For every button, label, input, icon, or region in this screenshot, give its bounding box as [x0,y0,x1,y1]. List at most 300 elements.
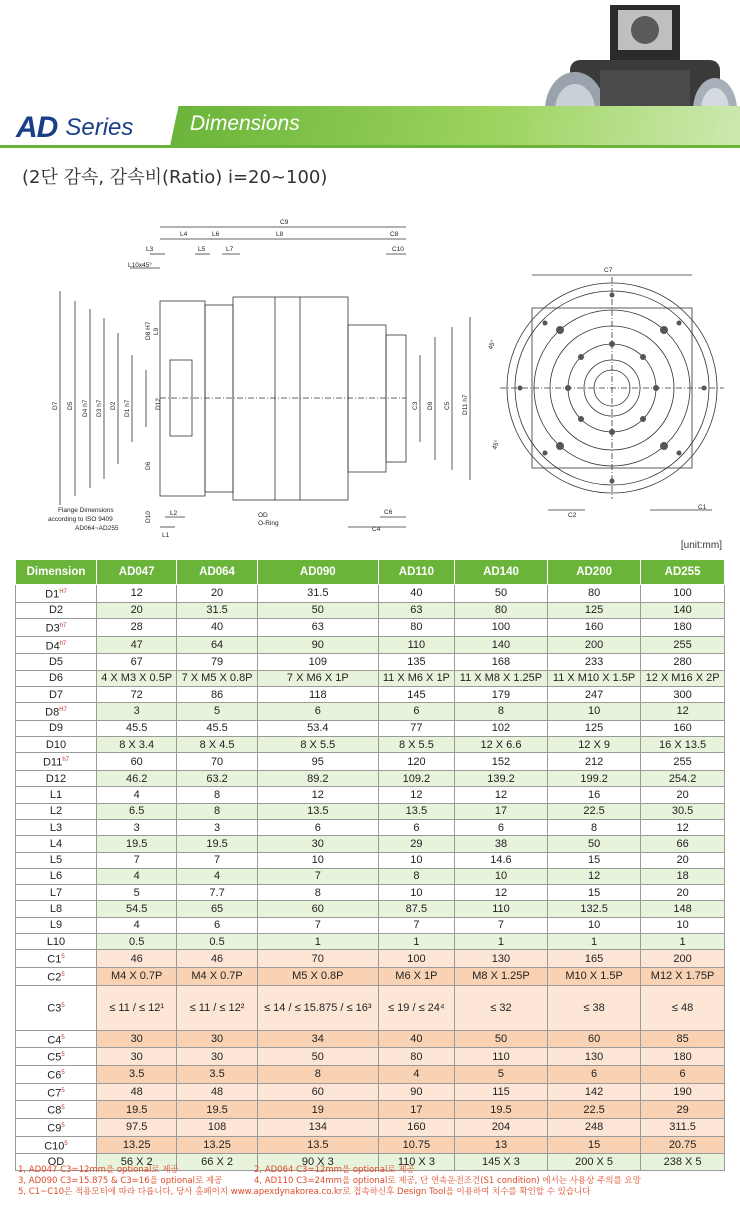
row-label [16,819,97,835]
table-cell: 7 [257,868,378,884]
table-cell: 148 [641,901,725,917]
table-cell: 97.5 [97,1118,177,1136]
table-cell: 4 [378,1065,454,1083]
table-cell: 5 [97,885,177,901]
row-label-text: C10 [44,1140,65,1153]
table-cell: 50 [257,1048,378,1066]
row-label-text: D12 [45,772,67,785]
row-label [16,585,97,603]
table-cell: 3.5 [177,1065,257,1083]
table-cell: 238 X 5 [641,1154,725,1170]
table-cell: 86 [177,686,257,702]
table-cell: 10 [257,852,378,868]
row-label-superscript: h7 [62,757,70,764]
table-cell: 0.5 [97,934,177,950]
table-cell: 3 [177,819,257,835]
dim-c7-label: C7 [604,267,613,274]
table-cell: 10 [378,885,454,901]
table-cell: 48 [97,1083,177,1101]
table-cell: 110 [378,636,454,654]
dim-c10-label: C10 [392,246,404,253]
table-cell: 29 [641,1101,725,1119]
table-cell: 115 [454,1083,547,1101]
column-header: AD090 [257,560,378,585]
table-row [16,737,725,753]
table-cell: 31.5 [257,585,378,603]
table-cell: 90 [257,636,378,654]
row-label-text: C9 [47,1122,62,1135]
table-cell: 47 [97,636,177,654]
table-cell: 300 [641,686,725,702]
table-cell: 95 [257,753,378,771]
table-cell: 12 [454,885,547,901]
column-header: AD110 [378,560,454,585]
row-label-superscript: h7 [59,640,67,647]
table-cell: 19 [257,1101,378,1119]
table-cell: 66 X 2 [177,1154,257,1170]
table-cell: 4 [97,868,177,884]
table-cell: 311.5 [641,1118,725,1136]
table-cell: 4 X M3 X 0.5P [97,670,177,686]
table-cell: 50 [257,602,378,618]
dim-c8-label: C8 [390,231,399,238]
row-label-text: D7 [48,688,64,701]
series-label: Series [65,114,134,141]
row-label-superscript: H7 [59,589,67,595]
table-cell: 56 X 2 [97,1154,177,1170]
table-cell: 10 [378,852,454,868]
table-cell: 190 [641,1083,725,1101]
row-label-text: L1 [49,789,63,801]
table-cell: 10 [641,917,725,933]
row-label [16,636,97,654]
table-cell: 20 [641,885,725,901]
row-label [16,852,97,868]
table-cell: 6 [257,703,378,721]
table-cell: 13.5 [257,1136,378,1154]
table-cell: 19.5 [454,1101,547,1119]
row-label-superscript: 5 [61,1034,65,1041]
table-cell: 7 [257,917,378,933]
table-cell: 6 [257,819,378,835]
dim-c9-label: C9 [280,219,289,226]
row-label [16,967,97,985]
table-cell: 12 X 9 [548,737,641,753]
table-cell: 109.2 [378,771,454,787]
table-cell: 64 [177,636,257,654]
table-cell: 100 [378,950,454,968]
dim-c1-label: C1 [698,504,707,511]
table-cell: 20.75 [641,1136,725,1154]
table-cell: 12 [641,703,725,721]
table-cell: 1 [548,934,641,950]
table-cell: 12 [97,585,177,603]
table-cell: ≤ 38 [548,985,641,1030]
table-cell: 110 X 3 [378,1154,454,1170]
footnote-1: 1, AD047 C3=12mm을 optional로 제공 [18,1165,179,1175]
table-cell: 50 [454,1030,547,1048]
table-cell: 50 [454,585,547,603]
table-cell: 160 [378,1118,454,1136]
table-cell: 6 [641,1065,725,1083]
table-cell: 19.5 [97,836,177,852]
table-row [16,670,725,686]
header-divider [0,145,740,148]
dim-d4-label: D4 h7 [82,399,89,417]
dim-d7-label: D7 [52,401,59,410]
table-cell: 12 [548,868,641,884]
section-title: Dimensions [190,112,300,135]
table-row [16,803,725,819]
table-cell: 22.5 [548,1101,641,1119]
table-row [16,618,725,636]
row-label-text: D11 [42,757,63,770]
table-row [16,1065,725,1083]
table-cell: 18 [641,868,725,884]
table-cell: 7.7 [177,885,257,901]
table-cell: 118 [257,686,378,702]
table-cell: 130 [454,950,547,968]
dim-l5-label: L5 [198,246,206,253]
row-label-text: C3 [47,1002,62,1015]
flange-note-line3: AD064~AD255 [75,525,119,532]
unit-label: [unit:mm] [680,540,722,551]
table-cell: 255 [641,636,725,654]
table-cell: 100 [641,585,725,603]
table-cell: 6 [177,917,257,933]
dim-d9-label: D9 [427,401,434,410]
table-row [16,602,725,618]
row-label [16,950,97,968]
column-header: AD047 [97,560,177,585]
row-label-text: L6 [49,870,63,883]
table-cell: 8 X 4.5 [177,737,257,753]
table-cell: ≤ 14 / ≤ 15.875 / ≤ 16³ [257,985,378,1030]
row-label [16,703,97,721]
dim-l2-label: L2 [170,510,178,517]
table-cell: 79 [177,654,257,670]
table-cell: 50 [548,836,641,852]
table-cell: 152 [454,753,547,771]
table-row [16,753,725,771]
row-label [16,1030,97,1048]
table-cell: 135 [378,654,454,670]
table-cell: 80 [378,618,454,636]
table-cell: 8 X 5.5 [378,737,454,753]
table-cell: 1 [378,934,454,950]
table-cell: 233 [548,654,641,670]
row-label-text: L4 [49,837,63,850]
row-label-text: D5 [48,655,64,668]
table-cell: 125 [548,720,641,736]
dim-d10-label: D10 [145,511,152,523]
dim-d12-label: D12 [155,398,162,410]
row-label-text: D1 [45,588,60,601]
table-cell: 13.25 [177,1136,257,1154]
row-label-text: L3 [49,821,63,834]
table-cell: 90 [378,1083,454,1101]
table-cell: 6 [378,819,454,835]
row-label-text: C2 [47,971,62,984]
row-label [16,1048,97,1066]
row-label [16,787,97,803]
dim-l1-label: L1 [162,532,170,539]
table-cell: 160 [548,618,641,636]
table-cell: 5 [454,1065,547,1083]
row-label-superscript: H7 [59,707,67,714]
table-cell: 19.5 [177,836,257,852]
dim-c3-label: C3 [412,401,419,410]
table-cell: ≤ 19 / ≤ 24⁴ [378,985,454,1030]
table-cell: 63 [378,602,454,618]
table-cell: 29 [378,836,454,852]
table-row [16,868,725,884]
table-cell: 67 [97,654,177,670]
table-cell: 7 [97,852,177,868]
dimensions-table [15,559,725,1171]
table-cell: 125 [548,602,641,618]
row-label [16,1118,97,1136]
table-header-row [16,560,725,585]
column-header: Dimension [16,560,97,585]
table-cell: M8 X 1.25P [454,967,547,985]
table-cell: 19.5 [177,1101,257,1119]
row-label-superscript: 5 [61,1069,65,1076]
row-label-text: L5 [49,854,63,867]
row-label [16,868,97,884]
table-cell: 80 [454,602,547,618]
row-label [16,836,97,852]
row-label-text: C6 [47,1069,62,1082]
table-row [16,771,725,787]
table-cell: 200 X 5 [548,1154,641,1170]
table-cell: 13.25 [97,1136,177,1154]
row-label-text: C1 [47,953,62,966]
table-cell: ≤ 11 / ≤ 12² [177,985,257,1030]
row-label-superscript: 5 [61,1052,65,1059]
dim-c4-label: C4 [372,526,381,533]
table-cell: M4 X 0.7P [177,967,257,985]
row-label-superscript: 5 [61,954,65,961]
dim-l9-label: L9 [153,327,160,335]
row-label-text: L9 [49,919,63,932]
column-header: AD064 [177,560,257,585]
row-label-text: D8 [45,706,60,719]
table-cell: 66 [641,836,725,852]
table-cell: 3 [97,703,177,721]
technical-drawing [0,205,740,540]
table-cell: 6 [454,819,547,835]
table-row [16,1118,725,1136]
flange-note-line1: Flange Dimensions [58,507,114,514]
table-row [16,585,725,603]
table-cell: 60 [548,1030,641,1048]
table-cell: 87.5 [378,901,454,917]
row-label-superscript: 5 [61,971,65,978]
table-cell: 34 [257,1030,378,1048]
row-label [16,686,97,702]
table-cell: 8 [177,787,257,803]
table-cell: 1 [641,934,725,950]
row-label [16,720,97,736]
table-cell: 30.5 [641,803,725,819]
table-cell: 12 [378,787,454,803]
table-cell: 145 [378,686,454,702]
dim-d1-label: D1 h7 [124,399,131,417]
table-row [16,1048,725,1066]
table-row [16,787,725,803]
table-cell: 14.6 [454,852,547,868]
table-cell: 63.2 [177,771,257,787]
table-cell: 70 [177,753,257,771]
table-cell: 30 [257,836,378,852]
table-cell: 10 [548,703,641,721]
table-cell: M10 X 1.5P [548,967,641,985]
row-label-text: D2 [48,604,64,617]
table-cell: 13 [454,1136,547,1154]
row-label [16,618,97,636]
footnote-4: 4, AD110 C3=24mm을 optional로 제공, 단 연속운전조건(S1 condition) 에서는 사용상 주의를 요망 [254,1176,641,1186]
table-cell: 20 [97,602,177,618]
table-cell: 130 [548,1048,641,1066]
row-label-superscript: 5 [61,1003,65,1010]
table-row [16,901,725,917]
table-cell: 40 [378,585,454,603]
dim-l3-label: L3 [146,246,154,253]
table-cell: 20 [641,852,725,868]
table-cell: 165 [548,950,641,968]
table-cell: 12 [641,819,725,835]
table-cell: 1 [454,934,547,950]
table-cell: 8 [378,868,454,884]
row-label [16,753,97,771]
table-cell: 8 X 5.5 [257,737,378,753]
table-cell: 60 [257,1083,378,1101]
table-cell: 254.2 [641,771,725,787]
table-cell: 6 [548,1065,641,1083]
row-label [16,803,97,819]
row-label [16,901,97,917]
footnotes [18,1165,738,1198]
table-cell: 255 [641,753,725,771]
row-label-superscript: h7 [59,622,67,629]
table-cell: 247 [548,686,641,702]
page-header [0,0,740,160]
table-cell: M12 X 1.75P [641,967,725,985]
table-cell: 40 [177,618,257,636]
table-row [16,934,725,950]
table-cell: 90 X 3 [257,1154,378,1170]
table-cell: 13.5 [378,803,454,819]
table-cell: 38 [454,836,547,852]
dim-d6-label: D6 [145,461,152,470]
table-row [16,985,725,1030]
table-cell: 10 [548,917,641,933]
table-cell: 22.5 [548,803,641,819]
row-label [16,1083,97,1101]
table-cell: 4 [97,787,177,803]
table-row [16,703,725,721]
table-cell: M6 X 1P [378,967,454,985]
table-cell: 16 X 13.5 [641,737,725,753]
table-cell: 110 [454,1048,547,1066]
table-cell: 212 [548,753,641,771]
table-cell: 8 [548,819,641,835]
table-row [16,636,725,654]
table-cell: 142 [548,1083,641,1101]
row-label [16,934,97,950]
table-cell: 89.2 [257,771,378,787]
row-label-text: C5 [47,1051,62,1064]
row-label-text: D9 [48,722,64,735]
table-cell: ≤ 11 / ≤ 12¹ [97,985,177,1030]
row-label-text: D3 [45,622,60,635]
od-label: OD [258,512,268,519]
table-cell: 168 [454,654,547,670]
table-cell: 60 [257,901,378,917]
row-label-text: L7 [49,886,63,899]
row-label [16,985,97,1030]
table-cell: 46.2 [97,771,177,787]
table-cell: 7 [454,917,547,933]
dim-d5-label: D5 [67,401,74,410]
column-header: AD140 [454,560,547,585]
table-row [16,654,725,670]
table-cell: 132.5 [548,901,641,917]
row-label [16,1065,97,1083]
table-cell: 12 [257,787,378,803]
row-label-text: L2 [49,805,63,818]
page-subtitle: (2단 감속, 감속비(Ratio) i=20~100) [22,167,328,188]
table-cell: 160 [641,720,725,736]
table-cell: 20 [641,787,725,803]
table-cell: 13.5 [257,803,378,819]
table-cell: 102 [454,720,547,736]
row-label-superscript: 5 [61,1087,65,1094]
row-label [16,771,97,787]
dim-d11-label: D11 h7 [462,394,469,415]
table-cell: 63 [257,618,378,636]
footnote-5: 5, C1~C10은 적용모터에 따라 다릅니다, 당사 홈페이지 www.apexdynakorea.co.kr로 접속하신후 Design Tool을 이용하여 치수를 확인할 수 있습니다 [18,1187,591,1197]
table-cell: 140 [641,602,725,618]
table-row [16,836,725,852]
table-cell: 139.2 [454,771,547,787]
row-label-text: C4 [47,1034,62,1047]
table-cell: 30 [97,1048,177,1066]
table-cell: 1 [257,934,378,950]
table-cell: 30 [177,1030,257,1048]
row-label-text: D6 [48,672,64,685]
dim-l7-label: L7 [226,246,234,253]
table-cell: 17 [454,803,547,819]
table-cell: 8 [257,1065,378,1083]
table-cell: 5 [177,703,257,721]
table-cell: 248 [548,1118,641,1136]
table-cell: 30 [97,1030,177,1048]
table-cell: 45.5 [97,720,177,736]
dim-c5-label: C5 [444,401,451,410]
table-cell: 40 [378,1030,454,1048]
row-label-superscript: 5 [64,1140,68,1147]
table-cell: 110 [454,901,547,917]
table-cell: 70 [257,950,378,968]
table-row [16,1101,725,1119]
dim-d8-label: D8 H7 [145,321,152,340]
table-cell: 80 [548,585,641,603]
row-label-text: D4 [45,640,60,653]
row-label [16,1136,97,1154]
table-cell: 200 [548,636,641,654]
